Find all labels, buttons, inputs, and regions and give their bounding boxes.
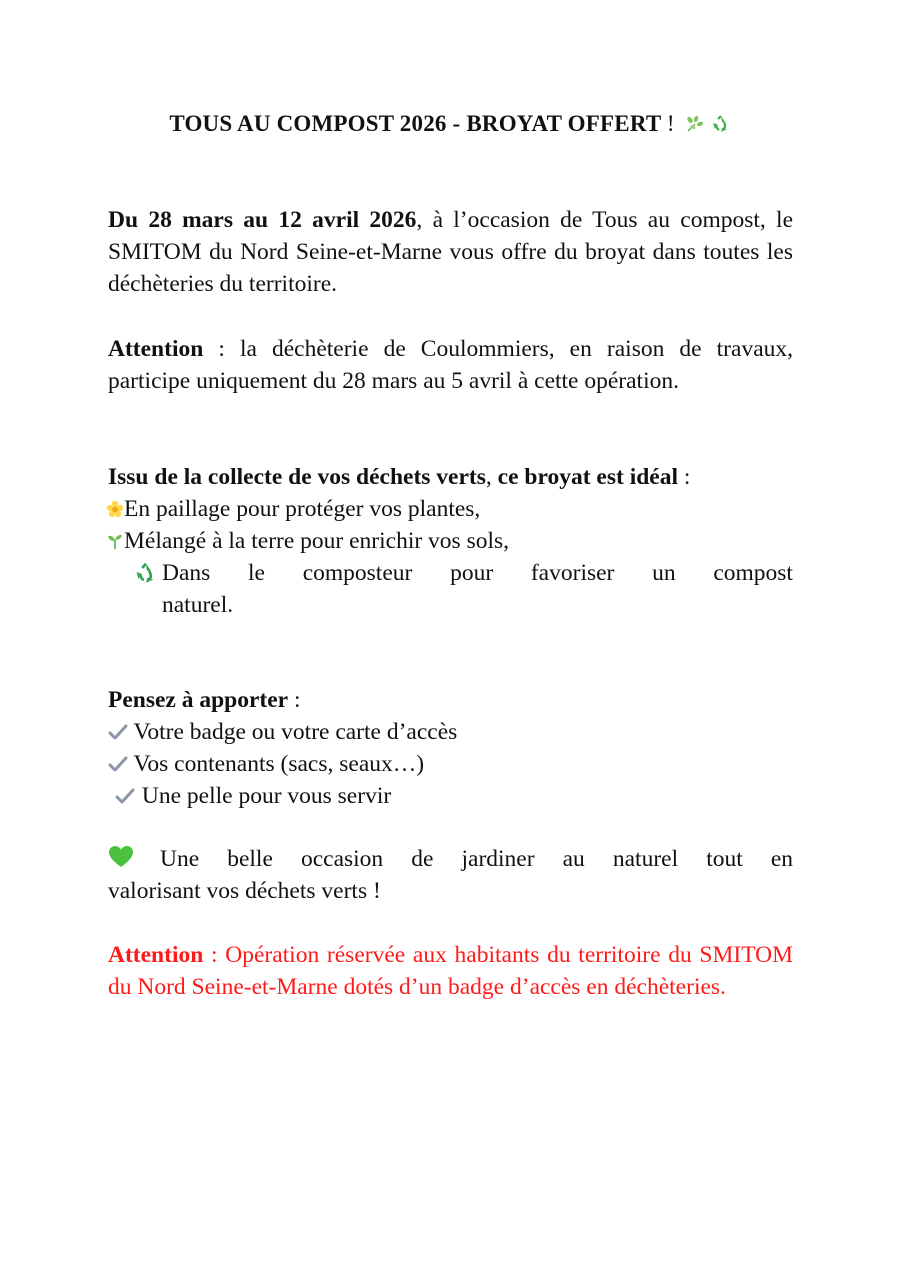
ideal-item-text: En paillage pour protéger vos plantes,	[124, 496, 481, 522]
ideal-item	[108, 557, 793, 621]
page-title	[0, 111, 900, 140]
seedling-icon	[106, 532, 124, 550]
bring-heading-text: Pensez à apporter	[108, 687, 289, 713]
green-heart-icon	[108, 845, 134, 869]
bring-heading-suffix: :	[288, 687, 301, 713]
attention-eligibility-paragraph	[108, 939, 793, 1003]
closing-line1: Une belle occasion de jardiner au naturel tout en	[160, 846, 793, 872]
title-text: TOUS AU COMPOST 2026 - BROYAT OFFERT	[169, 111, 661, 136]
attention-label: Attention	[108, 336, 204, 362]
ideal-heading-comma: ,	[485, 464, 492, 490]
check-icon	[114, 787, 136, 805]
ideal-item	[106, 493, 793, 525]
ideal-item-text-line2: naturel.	[162, 592, 234, 618]
attention-coulommiers-paragraph	[108, 333, 793, 397]
bring-heading	[108, 684, 793, 716]
closing-paragraph	[108, 843, 793, 907]
attention-text: : Opération réservée aux habitants du territoire du SMITOM du Nord Seine-et-Marne dotés d’un badge d’accès en déchèteries.	[108, 942, 793, 1000]
ideal-item-text-line1: Dans le composteur pour favoriser un compost	[162, 560, 793, 586]
bring-item	[108, 748, 793, 780]
intro-paragraph	[108, 204, 793, 300]
ideal-item	[106, 525, 793, 557]
bring-item	[108, 716, 793, 748]
ideal-heading-suffix: :	[678, 464, 691, 490]
blossom-icon	[106, 500, 124, 518]
ideal-heading-part2: ce broyat est idéal	[491, 464, 679, 490]
check-icon	[108, 755, 128, 773]
bring-section	[108, 684, 793, 812]
intro-text: , à l’occasion de Tous au compost, le SMITOM du Nord Seine-et-Marne vous offre du broyat dans toutes les déchèteries du territoire.	[108, 207, 794, 297]
title-icons	[685, 114, 731, 140]
bring-item	[108, 780, 793, 812]
ideal-heading	[108, 461, 793, 493]
attention-label: Attention	[108, 942, 204, 968]
ideal-item-text: Mélangé à la terre pour enrichir vos sols,	[124, 528, 510, 554]
ideal-section	[108, 461, 793, 621]
check-icon	[108, 723, 128, 741]
recycle-icon	[711, 114, 731, 134]
intro-dates: Du 28 mars au 12 avril 2026	[108, 207, 417, 233]
herb-icon	[685, 114, 705, 134]
title-exclamation: !	[666, 111, 675, 136]
recycle-icon	[134, 562, 158, 584]
bring-item-text: Votre badge ou votre carte d’accès	[133, 719, 458, 745]
ideal-heading-part1: Issu de la collecte de vos déchets verts	[108, 464, 486, 490]
bring-item-text: Vos contenants (sacs, seaux…)	[133, 751, 425, 777]
bring-item-text: Une pelle pour vous servir	[141, 783, 392, 809]
closing-line2: valorisant vos déchets verts !	[108, 878, 381, 904]
attention-text: : la déchèterie de Coulommiers, en raison de travaux, participe uniquement du 28 mars au 5 avril à cette opération.	[108, 336, 793, 394]
